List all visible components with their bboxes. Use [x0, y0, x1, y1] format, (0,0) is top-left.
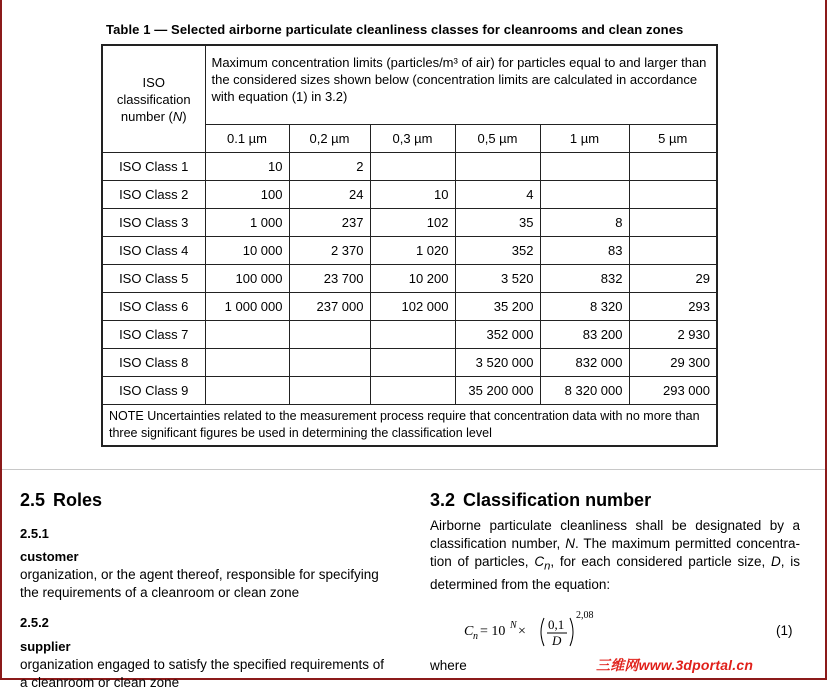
concentration-cell: 1 000 [205, 209, 289, 237]
table-note: NOTE Uncertainties related to the measurement process require that concentration data with no more than three significant figures be used in determining the classification level [102, 405, 717, 447]
size-header: 0,2 µm [289, 125, 370, 153]
concentration-cell [455, 153, 540, 181]
eq-power: 2,08 [576, 610, 594, 621]
size-header: 5 µm [629, 125, 717, 153]
table-row [102, 377, 717, 405]
frame-left-border [0, 0, 2, 680]
equation-number: (1) [776, 623, 793, 638]
concentration-cell: 100 [205, 181, 289, 209]
concentration-cell [540, 181, 629, 209]
table-row [102, 293, 717, 321]
concentration-cell: 10 [370, 181, 455, 209]
where-label: where [430, 658, 467, 673]
concentration-cell: 352 000 [455, 321, 540, 349]
concentration-cell: 29 300 [629, 349, 717, 377]
equation-graphic [464, 608, 614, 650]
concentration-cell: 102 000 [370, 293, 455, 321]
concentration-cell: 102 [370, 209, 455, 237]
concentration-cell: 832 [540, 265, 629, 293]
concentration-cell: 24 [289, 181, 370, 209]
clause-2-5-1: 2.5.1 [20, 526, 49, 541]
table-row [102, 181, 717, 209]
clause-2-5-2: 2.5.2 [20, 615, 49, 630]
concentration-cell [629, 153, 717, 181]
concentration-cell: 8 [540, 209, 629, 237]
concentration-cell: 4 [455, 181, 540, 209]
eq-times: × [518, 624, 526, 639]
concentration-cell: 83 [540, 237, 629, 265]
section-heading-classification-number: 3.2 Classification number [430, 490, 652, 510]
size-header: 1 µm [540, 125, 629, 153]
concentration-cell: 293 000 [629, 377, 717, 405]
concentration-cell: 237 [289, 209, 370, 237]
concentration-cell [629, 237, 717, 265]
concentration-cell: 35 200 [455, 293, 540, 321]
concentration-cell [205, 377, 289, 405]
concentration-cell [289, 321, 370, 349]
concentration-cell: 10 [205, 153, 289, 181]
max-concentration-header: Maximum concentration limits (particles/m³ of air) for particles equal to and larger than the considered sizes shown below (concentration limits are calculated in accordance with equation (1) in 3.2) [205, 45, 717, 125]
concentration-cell [205, 321, 289, 349]
iso-class-cell: ISO Class 2 [102, 181, 205, 209]
term-customer: customer [20, 549, 79, 564]
iso-class-cell: ISO Class 8 [102, 349, 205, 377]
table-title: Table 1 — Selected airborne particulate cleanliness classes for cleanrooms and clean zones [106, 22, 684, 37]
iso-class-header: ISO classification number (N) [102, 45, 205, 153]
concentration-cell: 2 370 [289, 237, 370, 265]
table-row [102, 209, 717, 237]
concentration-cell: 3 520 [455, 265, 540, 293]
eq-numerator: 0,1 [548, 617, 565, 632]
eq-lhs-sub: n [473, 631, 478, 642]
concentration-cell: 352 [455, 237, 540, 265]
concentration-cell [540, 153, 629, 181]
concentration-cell: 29 [629, 265, 717, 293]
concentration-cell [370, 153, 455, 181]
concentration-cell: 2 930 [629, 321, 717, 349]
concentration-cell: 23 700 [289, 265, 370, 293]
iso-class-cell: ISO Class 3 [102, 209, 205, 237]
table-row [102, 153, 717, 181]
concentration-cell: 3 520 000 [455, 349, 540, 377]
table-row [102, 237, 717, 265]
definition-supplier: organization engaged to satisfy the specified requirements of a cleanroom or clean zone [20, 657, 384, 690]
concentration-cell: 35 [455, 209, 540, 237]
concentration-cell: 10 000 [205, 237, 289, 265]
concentration-cell [289, 377, 370, 405]
concentration-cell: 293 [629, 293, 717, 321]
eq-exponent: N [510, 620, 517, 631]
iso-class-cell: ISO Class 1 [102, 153, 205, 181]
concentration-cell [289, 349, 370, 377]
site-watermark: 三维网www.3dportal.cn [596, 657, 754, 673]
table-row [102, 321, 717, 349]
cleanliness-classes-table [101, 44, 718, 447]
iso-class-cell: ISO Class 6 [102, 293, 205, 321]
concentration-cell: 832 000 [540, 349, 629, 377]
term-supplier: supplier [20, 639, 71, 654]
iso-class-cell: ISO Class 4 [102, 237, 205, 265]
eq-right-paren [570, 618, 573, 646]
equation-1 [464, 608, 614, 655]
size-header: 0,3 µm [370, 125, 455, 153]
concentration-cell: 1 000 000 [205, 293, 289, 321]
concentration-cell: 10 200 [370, 265, 455, 293]
section-divider [2, 469, 825, 470]
iso-class-cell: ISO Class 9 [102, 377, 205, 405]
iso-class-cell: ISO Class 5 [102, 265, 205, 293]
table-row [102, 349, 717, 377]
concentration-cell [205, 349, 289, 377]
concentration-cell [370, 377, 455, 405]
eq-equals-ten: = 10 [480, 624, 506, 639]
iso-class-cell: ISO Class 7 [102, 321, 205, 349]
classification-paragraph: Airborne particulate cleanliness shall be designated by a classification number, N. The maximum permitted concentra-tion of particles, $C_n$, for each considered particle size, D, is determined from the equation: [430, 518, 801, 592]
eq-left-paren [541, 618, 544, 646]
eq-denominator: D [552, 633, 562, 648]
eq-lhs: C [464, 624, 474, 639]
concentration-cell [629, 209, 717, 237]
concentration-cell: 83 200 [540, 321, 629, 349]
concentration-cell: 8 320 000 [540, 377, 629, 405]
concentration-cell [370, 349, 455, 377]
concentration-cell: 237 000 [289, 293, 370, 321]
concentration-cell: 8 320 [540, 293, 629, 321]
concentration-cell [370, 321, 455, 349]
concentration-cell [629, 181, 717, 209]
concentration-cell: 2 [289, 153, 370, 181]
concentration-cell: 35 200 000 [455, 377, 540, 405]
concentration-cell: 1 020 [370, 237, 455, 265]
concentration-cell: 100 000 [205, 265, 289, 293]
size-header: 0.1 µm [205, 125, 289, 153]
table-row [102, 265, 717, 293]
size-header: 0,5 µm [455, 125, 540, 153]
definition-customer: organization, or the agent thereof, responsible for specifying the requirements of a cleanroom or clean zone [20, 567, 379, 600]
section-heading-roles: 2.5 Roles [20, 490, 103, 510]
